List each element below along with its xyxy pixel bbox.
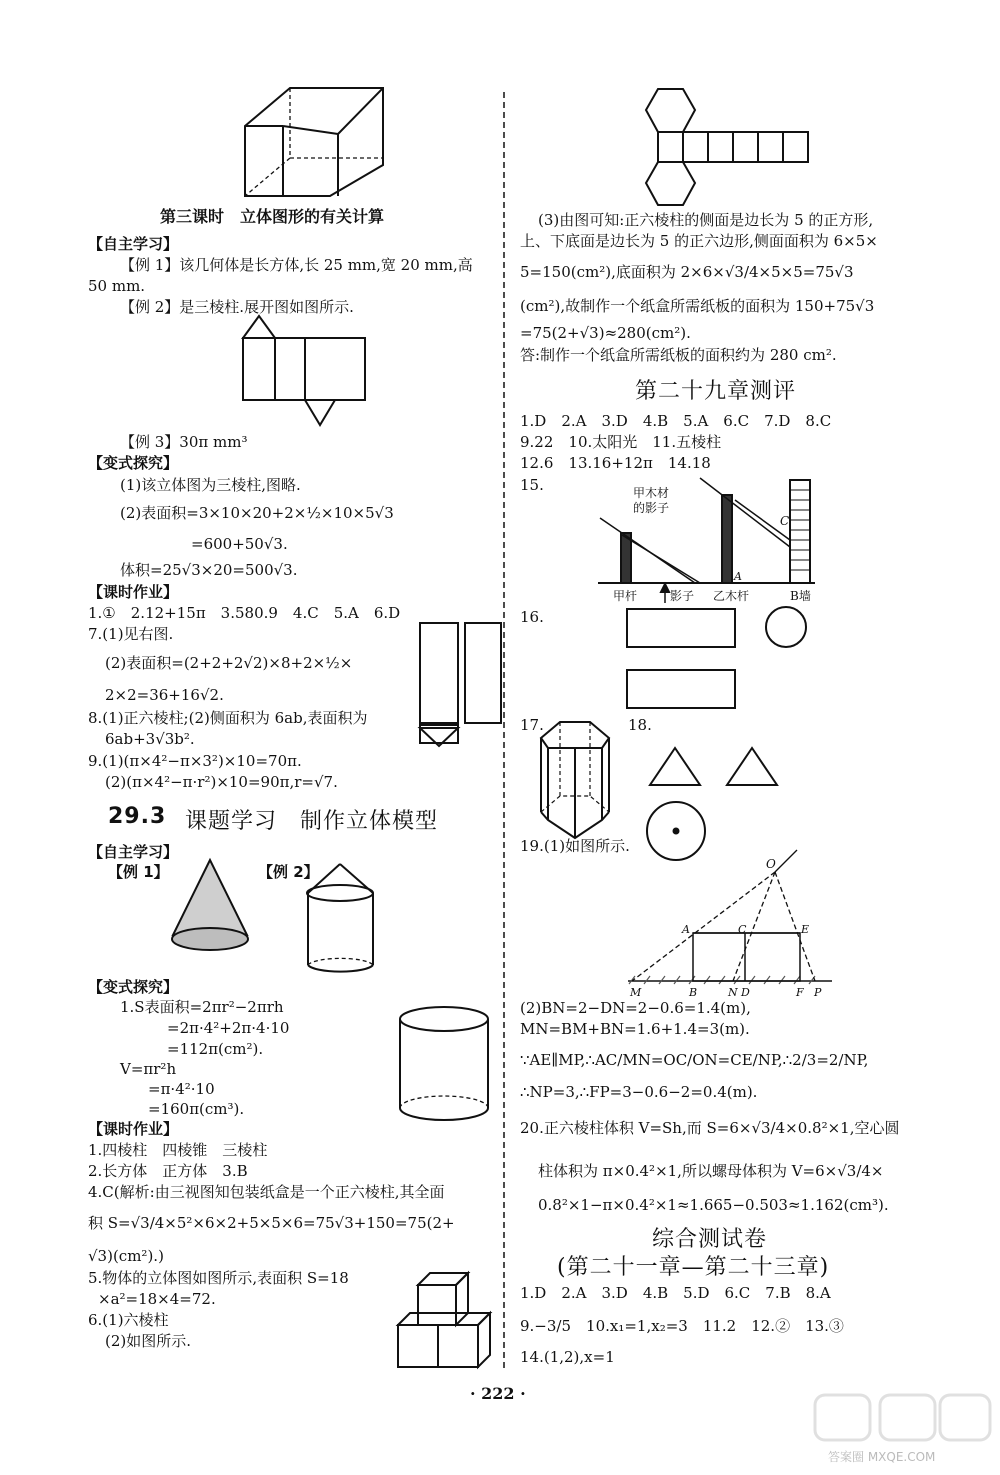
figure-cubes	[398, 1273, 490, 1367]
label-e: E	[801, 923, 810, 936]
label-d: D	[741, 986, 750, 999]
question-17-label: 17.	[520, 716, 544, 734]
label-point-a: A	[734, 570, 742, 583]
section-title: 课题学习 制作立体模型	[185, 809, 439, 834]
q19-line-2: MN=BM+BN=1.6+1.4=3(m).	[520, 1020, 750, 1038]
section-number: 29.3	[108, 804, 167, 829]
label-shadow-b: 的影子	[633, 501, 670, 515]
solution-line-2: =2π·4²+2π·4·10	[167, 1019, 290, 1037]
hex-answer-line-6: 答:制作一个纸盒所需纸板的面积约为 280 cm².	[520, 346, 837, 364]
question-15-label: 15.	[520, 476, 544, 494]
homework-line-3: (2)表面积=(2+2+2√2)×8+2×½×	[105, 654, 353, 672]
figure-cylinder	[400, 1007, 488, 1120]
label-n: N	[728, 986, 738, 999]
test-subtitle: (第二十一章—第二十三章)	[557, 1255, 830, 1280]
homework2-line-2: 2.长方体 正方体 3.B	[88, 1162, 248, 1180]
example-2-label: 【例 2】	[258, 863, 319, 881]
chapter29-answers-2: 9.22 10.太阳光 11.五棱柱	[520, 433, 722, 451]
variant-heading: 【变式探究】	[88, 454, 179, 472]
homework2-line-5: √3)(cm²).)	[88, 1247, 164, 1265]
homework2-line-8: 6.(1)六棱柱	[88, 1311, 169, 1329]
figure-pentagonal-prism	[245, 88, 383, 196]
solution-line-6: =160π(cm³).	[148, 1100, 245, 1118]
hex-answer-line-4: (cm²),故制作一个纸盒所需纸板的面积为 150+75√3	[520, 297, 875, 315]
solution-line-1: 1.S表面积=2πr²−2πrh	[120, 998, 284, 1016]
hex-answer-line-5: =75(2+√3)≈280(cm²).	[520, 324, 691, 342]
figure-hexagonal-prism-net	[646, 89, 808, 205]
self-study-heading-2: 【自主学习】	[88, 843, 179, 861]
test-answers-3: 14.(1,2),x=1	[520, 1348, 615, 1366]
homework2-line-1: 1.四棱柱 四棱锥 三棱柱	[88, 1141, 268, 1159]
page-number: · 222 ·	[470, 1384, 526, 1403]
example-1-line-b: 50 mm.	[88, 277, 146, 295]
label-pole-jia: 甲杆	[613, 589, 638, 603]
homework2-line-3: 4.C(解析:由三视图知包装纸盒是一个正六棱柱,其全面	[88, 1183, 445, 1201]
variant-line-1: (1)该立体图为三棱柱,图略.	[120, 476, 301, 494]
homework2-line-4: 积 S=√3/4×5²×6×2+5×5×6=75√3+150=75(2+	[88, 1214, 455, 1232]
figure-q18-views	[647, 748, 777, 860]
question-19-label: 19.(1)如图所示.	[520, 837, 630, 855]
q19-line-1: (2)BN=2−DN=2−0.6=1.4(m),	[520, 999, 751, 1017]
self-study-heading: 【自主学习】	[88, 235, 179, 253]
variant-heading-2: 【变式探究】	[88, 978, 179, 996]
q19-line-4: ∴NP=3,∴FP=3−0.6−2=0.4(m).	[520, 1083, 758, 1101]
label-f: F	[796, 986, 804, 999]
figure-cone	[172, 860, 248, 950]
homework-line-8: (2)(π×4²−π·r²)×10=90π,r=√7.	[105, 773, 338, 791]
label-m: M	[630, 986, 642, 999]
example-3: 【例 3】30π mm³	[120, 433, 248, 451]
watermark-logo	[815, 1395, 990, 1440]
homework2-line-9: (2)如图所示.	[105, 1332, 192, 1350]
solution-line-5: =π·4²·10	[148, 1080, 215, 1098]
example-1-line-a: 【例 1】该几何体是长方体,长 25 mm,宽 20 mm,高	[120, 256, 473, 274]
label-p: P	[814, 986, 822, 999]
question-18-label: 18.	[628, 716, 652, 734]
figure-q16-views	[627, 607, 806, 708]
hex-answer-line-1: (3)由图可知:正六棱柱的侧面是边长为 5 的正方形,	[538, 211, 874, 229]
homework-line-7: 9.(1)(π×4²−π×3²)×10=70π.	[88, 752, 302, 770]
example-1-label: 【例 1】	[108, 863, 169, 881]
homework-heading: 【课时作业】	[88, 583, 179, 601]
figure-q7-views	[420, 623, 501, 746]
q20-line-2: 柱体积为 π×0.4²×1,所以螺母体积为 V=6×√3/4×	[538, 1162, 884, 1180]
homework-line-2: 7.(1)见右图.	[88, 625, 174, 643]
homework-heading-2: 【课时作业】	[88, 1120, 179, 1138]
example-2: 【例 2】是三棱柱.展开图如图所示.	[120, 298, 354, 316]
label-shadow-a: 甲木材	[633, 486, 670, 500]
label-wall: B墙	[790, 589, 811, 603]
label-pole-yi: 乙木杆	[713, 589, 750, 603]
figure-q17-prism	[541, 722, 609, 838]
homework-line-5: 8.(1)正六棱柱;(2)侧面积为 6ab,表面积为	[88, 709, 368, 727]
homework-line-6: 6ab+3√3b².	[105, 730, 195, 748]
lesson3-title: 第三课时 立体图形的有关计算	[160, 207, 385, 226]
q19-line-3: ∵AE∥MP,∴AC/MN=OC/ON=CE/NP,∴2/3=2/NP,	[520, 1051, 869, 1069]
solution-line-4: V=πr²h	[120, 1060, 177, 1078]
q20-line-3: 0.8²×1−π×0.4²×1≈1.665−0.503≈1.162(cm³).	[538, 1196, 889, 1214]
test-answers-2: 9.−3/5 10.x₁=1,x₂=3 11.2 12.② 13.③	[520, 1317, 844, 1335]
homework2-line-7: ×a²=18×4=72.	[98, 1290, 216, 1308]
label-shadow: 影子	[670, 589, 695, 603]
chapter29-title: 第二十九章测评	[635, 379, 797, 404]
watermark-text: 答案圈 MXQE.COM	[828, 1450, 936, 1464]
label-b: B	[689, 986, 698, 999]
variant-line-2: (2)表面积=3×10×20+2×½×10×5√3	[120, 504, 394, 522]
homework-line-1: 1.① 2.12+15π 3.580.9 4.C 5.A 6.D	[88, 604, 401, 622]
question-16-label: 16.	[520, 608, 544, 626]
variant-line-4: 体积=25√3×20=500√3.	[120, 561, 298, 579]
test-answers-1: 1.D 2.A 3.D 4.B 5.D 6.C 7.B 8.A	[520, 1284, 831, 1302]
label-a2: A	[682, 923, 690, 936]
label-o: O	[766, 857, 776, 871]
figure-triangular-prism-net	[243, 316, 365, 425]
homework-line-4: 2×2=36+16√2.	[105, 686, 224, 704]
test-title: 综合测试卷	[652, 1227, 768, 1252]
solution-line-3: =112π(cm²).	[167, 1040, 264, 1058]
hex-answer-line-3: 5=150(cm²),底面积为 2×6×√3/4×5×5=75√3	[520, 263, 854, 281]
figure-q15-shadow	[598, 478, 815, 603]
label-point-c: C	[780, 514, 790, 528]
hex-answer-line-2: 上、下底面是边长为 5 的正六边形,侧面面积为 6×5×	[520, 232, 878, 250]
homework2-line-6: 5.物体的立体图如图所示,表面积 S=18	[88, 1269, 349, 1287]
variant-line-3: =600+50√3.	[191, 535, 288, 553]
figure-q19	[628, 850, 832, 984]
q20-line-1: 20.正六棱柱体积 V=Sh,而 S=6×√3/4×0.8²×1,空心圆	[520, 1119, 900, 1137]
chapter29-answers-1: 1.D 2.A 3.D 4.B 5.A 6.C 7.D 8.C	[520, 412, 832, 430]
chapter29-answers-3: 12.6 13.16+12π 14.18	[520, 454, 711, 472]
label-c2: C	[738, 923, 747, 936]
